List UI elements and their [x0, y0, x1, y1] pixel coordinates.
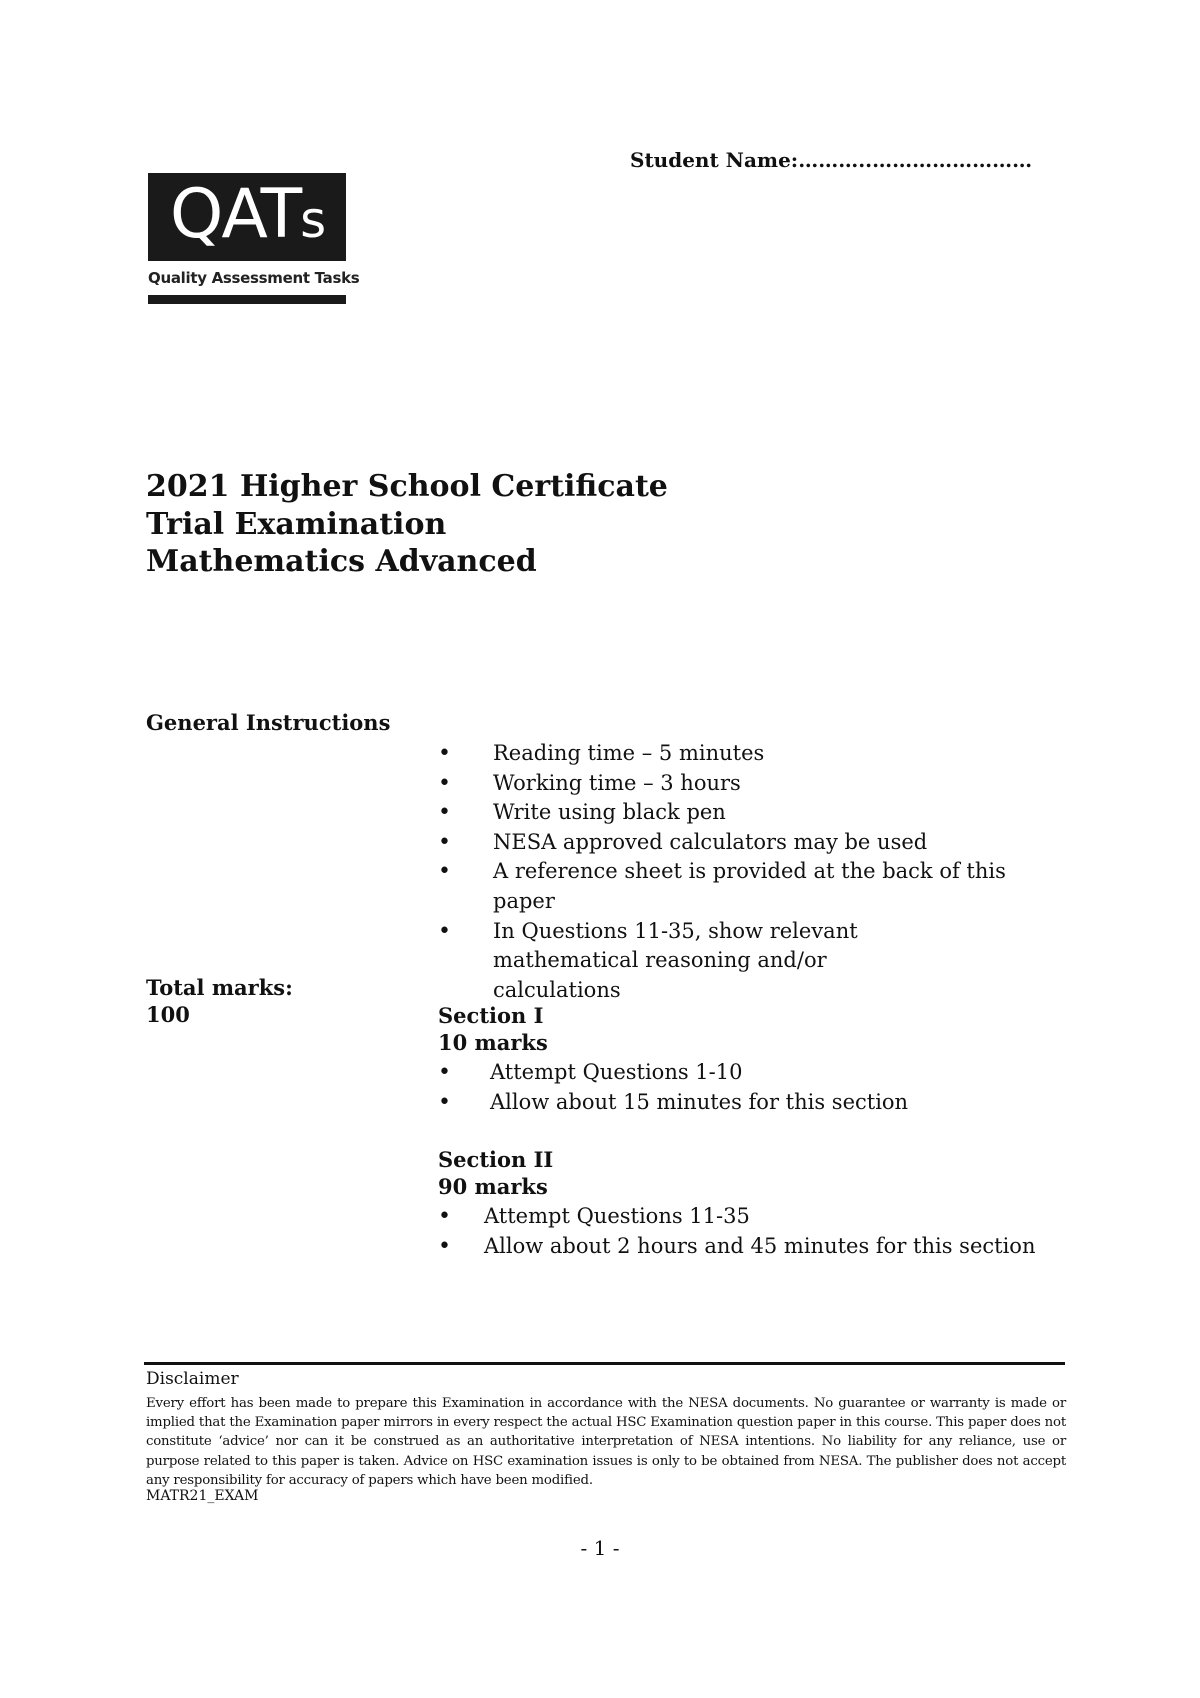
student-name-label: Student Name: — [630, 148, 799, 172]
exam-title-line1: 2021 Higher School Certificate — [146, 469, 668, 504]
general-instructions-list — [438, 739, 1058, 1005]
logo-main-text: QATs — [169, 175, 325, 254]
section-2-marks: 90 marks — [438, 1174, 548, 1199]
logo-subtitle: Quality Assessment Tasks — [148, 269, 360, 287]
section-1-marks: 10 marks — [438, 1030, 548, 1055]
section-1-title: Section I — [438, 1003, 544, 1028]
qats-logo — [148, 173, 360, 305]
total-marks-value: 100 — [146, 1002, 190, 1027]
general-instructions-heading: General Instructions — [146, 710, 391, 735]
disclaimer-title: Disclaimer — [146, 1369, 239, 1389]
student-name-dots: ………..…………………… — [798, 148, 1033, 172]
exam-title-line2: Trial Examination — [146, 506, 447, 542]
section-2-item: • Attempt Questions 11-35 — [438, 1202, 1138, 1232]
student-name-field — [630, 148, 1032, 172]
disclaimer-divider — [144, 1362, 1065, 1365]
instruction-item: • Working time – 3 hours — [438, 769, 1058, 799]
section-2-item: • Allow about 2 hours and 45 minutes for this section — [438, 1232, 1138, 1262]
total-marks — [146, 974, 293, 1028]
section-2-title: Section II — [438, 1147, 554, 1172]
section-1-item: • Allow about 15 minutes for this section — [438, 1088, 1138, 1118]
instruction-item: • In Questions 11-35, show relevant mathematical reasoning and/or calculations — [438, 917, 933, 1006]
instruction-item: • Reading time – 5 minutes — [438, 739, 1058, 769]
logo-underline — [148, 295, 346, 304]
exam-title-line3: Mathematics Advanced — [146, 544, 537, 579]
page-number: - 1 - — [580, 1536, 620, 1560]
section-2 — [438, 1146, 1138, 1261]
instruction-item: • Write using black pen — [438, 798, 1058, 828]
section-1-item: • Attempt Questions 1-10 — [438, 1058, 1138, 1088]
instruction-item: • A reference sheet is provided at the back of this paper — [438, 857, 1058, 916]
disclaimer-text: Every effort has been made to prepare this Examination in accordance with the NESA documents. No guarantee or warranty is made or implied that the Examination paper mirrors in every respect the actual HSC Examination question paper in this course. This paper does not constitute ‘advice’ nor can it be construed as an authoritative interpretation of NESA intentions. No liability for any reliance, use or purpose related to this paper is taken. Advice on HSC examination issues is only to be obtained from NESA. The publisher does not accept any responsibility for accuracy of papers which have been modified. — [146, 1396, 1066, 1488]
instruction-item: • NESA approved calculators may be used — [438, 828, 1058, 858]
document-code: MATR21_EXAM — [146, 1488, 259, 1504]
section-1 — [438, 1002, 1138, 1117]
exam-title — [146, 468, 668, 581]
total-marks-label: Total marks: — [146, 975, 293, 1000]
